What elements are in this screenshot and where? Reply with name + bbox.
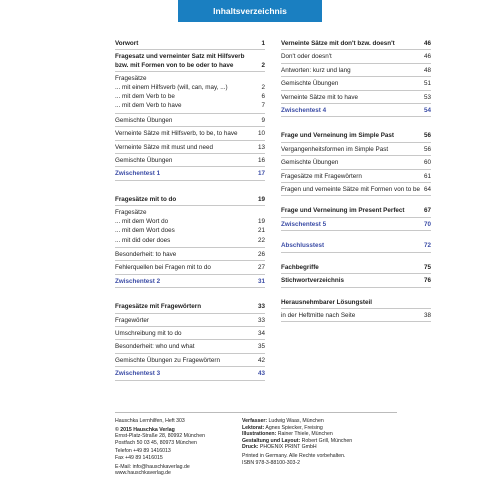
toc-entry[interactable] [115,196,265,206]
toc-entry[interactable] [281,67,431,77]
toc-page-number: 38 [423,311,431,319]
credit-value: Rainer Thiele, München [277,431,333,438]
toc-entry[interactable] [115,218,265,227]
footer-credits [242,418,402,466]
series-text: Hauschka Lernhilfen, Heft 303 [115,418,185,424]
credit-label: Druck: [242,444,259,451]
toc-subheading: Fragesätze [115,75,147,83]
toc-entry[interactable] [115,370,265,380]
toc-entry-title: Umschreibung mit to do [115,329,182,337]
toc-entry-title: Stichwortverzeichnis [281,277,344,285]
footer-publisher [115,418,235,477]
credit-value: Ludwig Waas, München [268,418,324,424]
toc-entry[interactable] [115,227,265,236]
toc-right-column [281,40,431,325]
toc-entry[interactable] [281,264,431,274]
toc-entry[interactable] [281,312,431,322]
toc-page-number: 54 [423,107,431,115]
toc-entry-title: in der Heftmitte nach Seite [281,311,356,319]
toc-page-number: 64 [423,186,431,194]
toc-entry-title: Frage und Verneinung im Simple Past [281,132,395,140]
credit-value: Robert Grill, München [301,437,353,444]
toc-page-number: 42 [257,356,265,364]
isbn-text: ISBN 978-3-88100-303-2 [242,459,300,466]
toc-page-number: 60 [423,159,431,167]
toc-entry-title: Verneinte Sätze mit to have [281,93,359,101]
toc-page-number: 43 [257,370,265,378]
toc-page-number: 35 [257,343,265,351]
credit-label: Lektorat: [242,424,265,431]
toc-entry[interactable] [115,237,265,246]
credit-label: Verfasser: [242,418,268,424]
credit-label: Gestaltung und Layout: [242,437,301,444]
fax-text: Fax +49 89 1416015 [115,454,163,461]
toc-entry[interactable] [281,207,431,217]
toc-page-number: 31 [257,277,265,285]
toc-subheading: Fragesätze [115,209,147,217]
toc-entry-title: Zwischentest 3 [115,370,161,378]
toc-entry[interactable] [281,107,431,117]
toc-entry-title: Vorwort [115,40,139,47]
toc-subgroup [115,75,265,114]
toc-page-number: 19 [257,195,265,203]
toc-left-column [115,40,265,384]
toc-page-number: 7 [261,102,265,110]
toc-page-number: 46 [423,53,431,61]
toc-entry-title: Zwischentest 5 [281,220,327,228]
toc-entry[interactable] [115,170,265,180]
toc-page-number: 2 [261,83,265,91]
toc-page-number: 51 [423,80,431,88]
toc-entry-title: Fragen und verneinte Sätze mit Formen von to be [281,186,420,194]
toc-entry-title: Verneinte Sätze mit don't bzw. doesn't [281,40,395,47]
toc-entry-title: ... mit dem Wort does [115,227,175,235]
toc-entry[interactable] [115,251,265,261]
toc-entry[interactable] [281,221,431,231]
toc-entry-title: Verneinte Sätze mit must und need [115,143,214,151]
toc-page-number: 33 [257,316,265,324]
toc-entry[interactable] [115,40,265,50]
toc-page-number: 2 [261,61,265,69]
toc-page-number: 16 [257,157,265,165]
credit-value: PHOENIX PRINT GmbH [259,444,317,451]
toc-entry[interactable] [115,144,265,154]
toc-entry[interactable] [281,173,431,183]
toc-entry-title: Don't oder doesn't [281,53,332,61]
toc-page-number: 13 [257,143,265,151]
toc-entry-title: ... mit did oder does [115,236,171,244]
toc-entry[interactable] [115,117,265,127]
toc-entry[interactable] [281,146,431,156]
toc-page-number: 33 [257,303,265,311]
toc-entry-title: Besonderheit: who und what [115,343,195,351]
toc-page-number: 75 [423,263,431,271]
toc-entry-title: Frage und Verneinung im Present Perfect [281,207,405,215]
toc-page-number: 17 [257,170,265,178]
credit-label: Illustrationen: [242,431,277,438]
toc-page-number: 26 [257,250,265,258]
toc-entry[interactable] [115,343,265,353]
toc-page-number: 72 [423,242,431,250]
toc-entry[interactable] [281,132,431,142]
footer-divider [115,412,397,413]
copyright-text: © 2015 Hauschka Verlag [115,426,175,433]
toc-page-number: 48 [423,66,431,74]
toc-entry[interactable] [281,277,431,287]
toc-entry-title: Zwischentest 1 [115,170,161,178]
toc-entry-title: Gemischte Übungen [281,80,339,88]
printed-text: Printed in Germany. Alle Rechte vorbehalten. [242,452,346,459]
credit-value: Agnes Spiecker, Freising [265,424,323,431]
toc-entry[interactable] [281,80,431,90]
toc-entry-title: Zwischentest 4 [281,107,327,115]
toc-entry-title: Fragewörter [115,316,149,324]
toc-entry[interactable] [115,303,265,313]
toc-entry[interactable] [281,94,431,104]
toc-entry-title: Fragesätze mit to do [115,195,177,203]
toc-page-number: 76 [423,277,431,285]
toc-page-number: 1 [261,40,265,47]
toc-page-number: 10 [257,130,265,138]
toc-entry-title: Abschlusstest [281,242,325,250]
toc-entry[interactable] [281,186,431,196]
toc-entry-title: Gemischte Übungen [281,159,339,167]
address-line: Ernst-Platz-Straße 28, 80992 München [115,433,205,440]
email-link[interactable]: E-Mail: info@hauschkaverlag.de [115,463,190,470]
toc-page-number: 56 [423,132,431,140]
toc-page-number: 6 [261,93,265,101]
toc-entry-title: Fragesätze mit Fragewörtern [115,303,202,311]
toc-entry-title: ... mit einem Hilfsverb (will, can, may, ...) [115,83,228,91]
toc-page-number: 67 [423,207,431,215]
toc-entry[interactable] [115,317,265,327]
phone-text: Telefon +49 89 1416013 [115,448,171,455]
toc-entry[interactable] [115,278,265,288]
toc-page-number: 70 [423,220,431,228]
toc-entry-title: Fehlerquellen bei Fragen mit to do [115,264,211,272]
toc-entry-title: ... mit dem Wort do [115,217,169,225]
toc-entry[interactable] [115,84,265,93]
toc-entry-title: ... mit dem Verb to be [115,93,175,101]
toc-page-number: 22 [257,236,265,244]
toc-entry-title: Fragesätze mit Fragewörtern [281,172,362,180]
toc-entry-title: Besonderheit: to have [115,250,177,258]
toc-page-number: 27 [257,264,265,272]
toc-entry-title: Herausnehmbarer Lösungsteil [281,298,372,306]
toc-page-number: 19 [257,217,265,225]
toc-entry[interactable] [281,242,431,252]
toc-page-number: 53 [423,93,431,101]
toc-entry[interactable] [281,53,431,63]
toc-entry[interactable] [281,159,431,169]
toc-entry-title: Fachbegriffe [281,263,319,271]
toc-entry-title: Zwischentest 2 [115,277,161,285]
toc-entry-title: Gemischte Übungen zu Fragewörtern [115,356,220,364]
toc-entry[interactable] [115,102,265,111]
toc-entry-title: Verneinte Sätze mit Hilfsverb, to be, to have [115,130,238,138]
toc-entry[interactable] [115,330,265,340]
toc-entry-title: Antworten: kurz und lang [281,66,351,74]
toc-entry[interactable] [281,299,431,309]
toc-subgroup [115,209,265,248]
toc-entry-title: ... mit dem Verb to have [115,102,182,110]
toc-entry-title: Gemischte Übungen [115,157,173,165]
toc-page-number: 34 [257,329,265,337]
header-title: Inhaltsverzeichnis [178,0,322,22]
toc-entry[interactable] [115,53,265,72]
toc-page-number: 9 [261,116,265,124]
toc-entry[interactable] [115,264,265,274]
toc-page-number: 21 [257,227,265,235]
toc-entry[interactable] [115,93,265,102]
toc-page-number: 46 [423,40,431,47]
website-link[interactable]: www.hauschkaverlag.de [115,470,171,477]
toc-entry-title: Fragesatz und verneinter Satz mit Hilfsverb bzw. mit Formen von to be oder to have [115,53,245,69]
toc-entry-title: Gemischte Übungen [115,116,173,124]
toc-entry[interactable] [115,357,265,367]
toc-entry[interactable] [281,40,431,50]
toc-page-number: 61 [423,172,431,180]
toc-entry-title: Vergangenheitsformen im Simple Past [281,145,389,153]
toc-page-number: 56 [423,145,431,153]
toc-entry[interactable] [115,130,265,140]
address-line: Postfach 50 03 45, 80973 München [115,439,197,446]
toc-entry[interactable] [115,157,265,167]
